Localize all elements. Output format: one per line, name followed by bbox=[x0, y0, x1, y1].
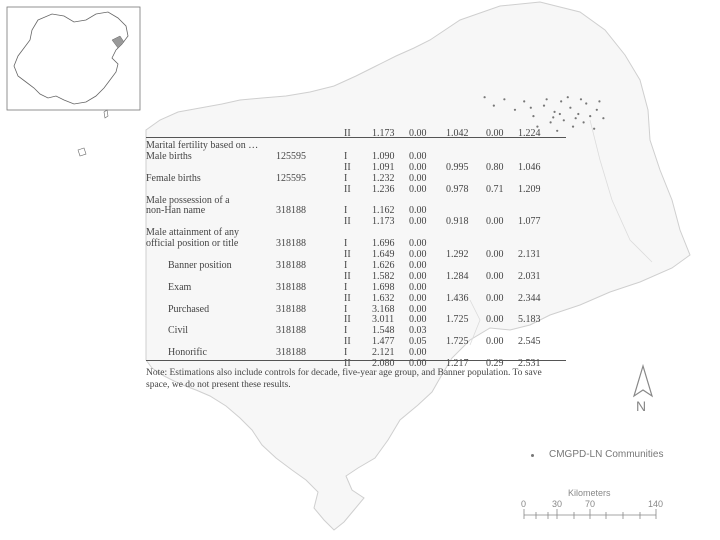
cell-b: 0.00 bbox=[409, 150, 427, 162]
cell-d: 0.00 bbox=[486, 249, 504, 260]
cell-m: II bbox=[344, 292, 351, 304]
table-row bbox=[146, 336, 566, 347]
community-dot bbox=[585, 102, 587, 104]
community-dot bbox=[560, 100, 562, 102]
table-row bbox=[146, 227, 566, 238]
table-row bbox=[146, 249, 566, 260]
community-dot bbox=[503, 98, 505, 100]
cell-d: 0.00 bbox=[486, 270, 504, 282]
north-arrow-icon bbox=[634, 366, 652, 396]
cell-m: II bbox=[344, 128, 351, 139]
scale-bar bbox=[524, 509, 656, 519]
table-row bbox=[146, 314, 566, 325]
cell-b: 0.00 bbox=[409, 314, 427, 326]
cell-a: 1.696 bbox=[372, 238, 395, 250]
community-dot bbox=[543, 105, 545, 107]
cell-b: 0.00 bbox=[409, 172, 427, 184]
cell-e: 2.531 bbox=[518, 358, 541, 369]
cell-e: 2.031 bbox=[518, 270, 541, 282]
cell-b: 0.00 bbox=[409, 128, 427, 139]
cell-e: 2.545 bbox=[518, 336, 541, 348]
community-dot bbox=[559, 113, 561, 115]
cell-a: 1.626 bbox=[372, 259, 395, 271]
cell-a: 1.649 bbox=[372, 249, 395, 260]
cell-d: 0.29 bbox=[486, 358, 504, 369]
cell-a: 1.173 bbox=[372, 216, 395, 228]
community-dot bbox=[580, 98, 582, 100]
row-label: Honorific bbox=[168, 347, 207, 359]
community-dot bbox=[575, 117, 577, 119]
cell-n: 318188 bbox=[276, 205, 306, 217]
cell-a: 1.632 bbox=[372, 292, 395, 304]
community-dot bbox=[546, 98, 548, 100]
note-line-2: space, we do not present these results. bbox=[146, 380, 291, 390]
cell-d: 0.80 bbox=[486, 161, 504, 173]
cell-c: 0.918 bbox=[446, 216, 469, 228]
cell-m: II bbox=[344, 161, 351, 173]
cell-m: I bbox=[344, 303, 348, 315]
scale-tick-0: 0 bbox=[521, 499, 527, 509]
row-label: Exam bbox=[168, 281, 192, 293]
cell-m: I bbox=[344, 281, 348, 293]
row-label: Banner position bbox=[168, 259, 232, 271]
cell-b: 0.00 bbox=[409, 259, 427, 271]
community-dot bbox=[593, 128, 595, 130]
cell-n: 125595 bbox=[276, 172, 306, 184]
note-line-1: Note: Estimations also include controls for decade, five-year age group, and Banner population. To save bbox=[146, 368, 542, 378]
community-dot bbox=[523, 100, 525, 102]
cell-e: 1.224 bbox=[518, 128, 541, 139]
community-dot bbox=[596, 109, 598, 111]
cell-c: 1.725 bbox=[446, 314, 469, 326]
cell-m: II bbox=[344, 270, 351, 282]
cell-a: 1.232 bbox=[372, 172, 395, 184]
community-dot bbox=[572, 126, 574, 128]
cell-b: 0.00 bbox=[409, 161, 427, 173]
cell-a: 1.477 bbox=[372, 336, 395, 348]
cell-m: II bbox=[344, 358, 351, 369]
community-dot bbox=[532, 115, 534, 117]
cell-b: 0.00 bbox=[409, 303, 427, 315]
table-row bbox=[146, 347, 566, 358]
community-dot bbox=[598, 100, 600, 102]
community-dot bbox=[583, 121, 585, 123]
table-top-rule bbox=[146, 137, 566, 138]
table-row bbox=[146, 304, 566, 315]
cell-b: 0.00 bbox=[409, 238, 427, 250]
community-dot bbox=[567, 96, 569, 98]
north-label: N bbox=[636, 398, 647, 414]
cell-e: 5.183 bbox=[518, 314, 541, 326]
cell-a: 1.090 bbox=[372, 150, 395, 162]
cell-a: 2.121 bbox=[372, 347, 395, 359]
row-label: Male attainment of any bbox=[146, 227, 240, 239]
scale-tick-140: 140 bbox=[648, 499, 664, 509]
cell-a: 1.173 bbox=[372, 128, 395, 139]
cell-c: 1.292 bbox=[446, 249, 469, 260]
scale-tick-30: 30 bbox=[552, 499, 563, 509]
cell-b: 0.05 bbox=[409, 336, 427, 348]
cell-a: 1.548 bbox=[372, 325, 395, 337]
scale-tick-70: 70 bbox=[585, 499, 596, 509]
cell-e: 2.131 bbox=[518, 249, 541, 260]
cell-c: 0.978 bbox=[446, 183, 469, 195]
community-dot bbox=[563, 119, 565, 121]
cell-c: 1.284 bbox=[446, 270, 469, 282]
community-dot bbox=[530, 107, 532, 109]
cell-b: 0.00 bbox=[409, 183, 427, 195]
table-bottom-rule bbox=[146, 360, 566, 361]
community-dot bbox=[552, 116, 554, 118]
cell-b: 0.00 bbox=[409, 347, 427, 359]
cell-n: 318188 bbox=[276, 325, 306, 337]
community-dot bbox=[569, 107, 571, 109]
table-row bbox=[146, 293, 566, 304]
cell-d: 0.00 bbox=[486, 292, 504, 304]
cell-m: I bbox=[344, 150, 348, 162]
community-dot bbox=[589, 115, 591, 117]
cell-b: 0.00 bbox=[409, 205, 427, 217]
scale-title: Kilometers bbox=[568, 488, 611, 498]
community-dot bbox=[550, 121, 552, 123]
cell-a: 1.698 bbox=[372, 281, 395, 293]
cell-d: 0.00 bbox=[486, 128, 504, 139]
row-label: official position or title bbox=[146, 238, 239, 250]
table-row bbox=[146, 282, 566, 293]
table-row bbox=[146, 151, 566, 162]
inset-hainan bbox=[78, 148, 86, 156]
cell-c: 0.995 bbox=[446, 161, 469, 173]
community-dot bbox=[493, 105, 495, 107]
cell-m: II bbox=[344, 183, 351, 195]
community-dot bbox=[553, 111, 555, 113]
cell-b: 0.00 bbox=[409, 249, 427, 260]
cell-m: I bbox=[344, 259, 348, 271]
table-row bbox=[146, 238, 566, 249]
row-label: Marital fertility based on … bbox=[146, 140, 259, 151]
cell-m: II bbox=[344, 216, 351, 228]
table-row bbox=[146, 173, 566, 184]
row-label: Male possession of a bbox=[146, 194, 230, 206]
cell-d: 0.00 bbox=[486, 336, 504, 348]
cell-n: 318188 bbox=[276, 303, 306, 315]
cell-d: 0.00 bbox=[486, 216, 504, 228]
table-row bbox=[146, 140, 566, 151]
cell-c: 1.217 bbox=[446, 358, 469, 369]
cell-e: 1.046 bbox=[518, 161, 541, 173]
cell-m: I bbox=[344, 325, 348, 337]
table-row bbox=[146, 162, 566, 173]
cell-a: 3.168 bbox=[372, 303, 395, 315]
cell-c: 1.725 bbox=[446, 336, 469, 348]
cell-a: 3.011 bbox=[372, 314, 395, 326]
cell-b: 0.00 bbox=[409, 216, 427, 228]
cell-e: 1.077 bbox=[518, 216, 541, 228]
cell-a: 2.080 bbox=[372, 358, 395, 369]
table-row bbox=[146, 195, 566, 206]
cell-m: I bbox=[344, 238, 348, 250]
table-row bbox=[146, 216, 566, 227]
cell-b: 0.00 bbox=[409, 358, 427, 369]
cell-n: 318188 bbox=[276, 238, 306, 250]
cell-m: I bbox=[344, 347, 348, 359]
row-label: non-Han name bbox=[146, 205, 206, 217]
cell-e: 2.344 bbox=[518, 292, 541, 304]
cell-n: 318188 bbox=[276, 259, 306, 271]
cell-m: II bbox=[344, 314, 351, 326]
row-label: Female births bbox=[146, 172, 201, 184]
cell-a: 1.236 bbox=[372, 183, 395, 195]
cell-n: 318188 bbox=[276, 281, 306, 293]
cell-a: 1.582 bbox=[372, 270, 395, 282]
cell-m: II bbox=[344, 336, 351, 348]
cell-d: 0.71 bbox=[486, 183, 504, 195]
community-dot bbox=[577, 113, 579, 115]
cell-m: II bbox=[344, 249, 351, 260]
table-row bbox=[146, 205, 566, 216]
cell-d: 0.00 bbox=[486, 314, 504, 326]
table-row bbox=[146, 184, 566, 195]
cell-b: 0.00 bbox=[409, 281, 427, 293]
cell-b: 0.03 bbox=[409, 325, 427, 337]
cell-m: I bbox=[344, 205, 348, 217]
row-label: Purchased bbox=[168, 303, 210, 315]
cell-a: 1.162 bbox=[372, 205, 395, 217]
row-label: Male births bbox=[146, 150, 192, 162]
cell-m: I bbox=[344, 172, 348, 184]
cell-n: 125595 bbox=[276, 150, 306, 162]
legend-label: CMGPD-LN Communities bbox=[549, 449, 664, 460]
community-dot bbox=[602, 117, 604, 119]
cell-b: 0.00 bbox=[409, 292, 427, 304]
community-dot bbox=[484, 96, 486, 98]
cell-a: 1.091 bbox=[372, 161, 395, 173]
row-label: Civil bbox=[168, 325, 189, 337]
cell-c: 1.436 bbox=[446, 292, 469, 304]
table-row bbox=[146, 271, 566, 282]
table-row bbox=[146, 325, 566, 336]
inset-taiwan bbox=[104, 110, 108, 118]
table-row bbox=[146, 260, 566, 271]
cell-c: 1.042 bbox=[446, 128, 469, 139]
legend-dot-icon bbox=[531, 454, 534, 457]
community-dot bbox=[514, 109, 516, 111]
table-note bbox=[146, 367, 576, 391]
cell-b: 0.00 bbox=[409, 270, 427, 282]
cell-n: 318188 bbox=[276, 347, 306, 359]
cell-e: 1.209 bbox=[518, 183, 541, 195]
